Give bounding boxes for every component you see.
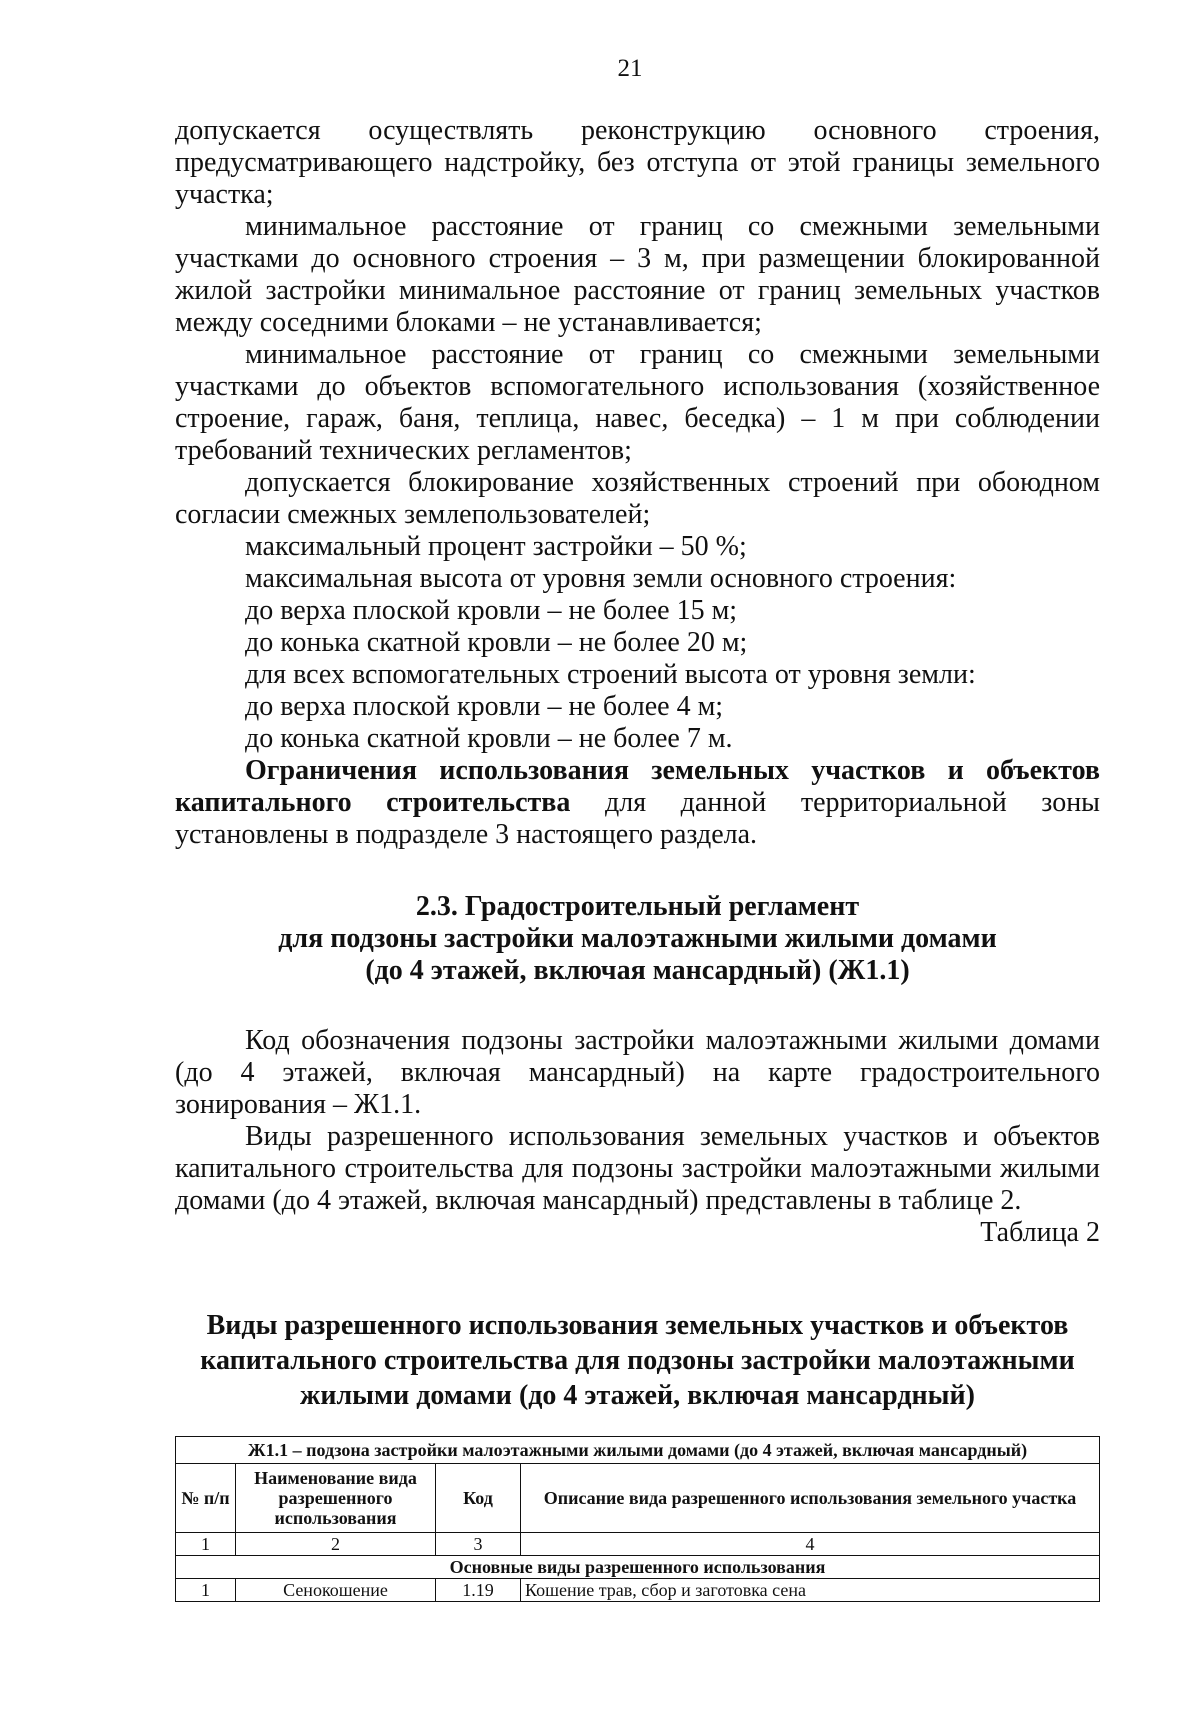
header-cell: Код — [436, 1464, 521, 1533]
paragraph: максимальный процент застройки – 50 %; — [245, 531, 747, 562]
number-cell: 1 — [176, 1533, 236, 1556]
paragraph: минимальное расстояние от границ со смежными земельными участками до основного строения – 3 м, при размещении блокированной жилой застройки минимальное расстояние от границ земельных участков между соседними блоками – не устанавливается; — [175, 211, 1100, 338]
row-name-cell: Сенокошение — [236, 1579, 436, 1602]
table-title-line: жилыми домами (до 4 этажей, включая мансардный) — [300, 1380, 975, 1411]
zones-table — [175, 1436, 1100, 1602]
table-number-row — [176, 1533, 1100, 1556]
row-code-cell: 1.19 — [436, 1579, 521, 1602]
paragraph: до верха плоской кровли – не более 4 м; — [245, 691, 724, 722]
table-title-line: Виды разрешенного использования земельных участков и объектов — [206, 1310, 1069, 1341]
table-header-row — [176, 1464, 1100, 1533]
table-section-row — [176, 1556, 1100, 1579]
table-title-line: капитального строительства для подзоны застройки малоэтажными — [200, 1345, 1075, 1376]
paragraph: до верха плоской кровли – не более 15 м; — [245, 595, 738, 626]
table-label: Таблица 2 — [980, 1217, 1100, 1248]
page-number: 21 — [617, 55, 643, 82]
header-cell: Наименование вида разрешенного использования — [236, 1464, 436, 1533]
paragraph: для всех вспомогательных строений высота от уровня земли: — [245, 659, 976, 690]
section-heading-line: для подзоны застройки малоэтажными жилыми домами — [278, 923, 997, 954]
restriction-bold: Ограничения использования земельных участков и объектов капитального строительства — [175, 755, 1100, 818]
paragraph: Виды разрешенного использования земельных участков и объектов капитального строительства для подзоны застройки малоэтажными жилыми домами (до 4 этажей, включая мансардный) представлены в таблице 2. — [175, 1121, 1100, 1216]
paragraph: минимальное расстояние от границ со смежными земельными участками до объектов вспомогательного использования (хозяйственное строение, гараж, баня, теплица, навес, беседка) – 1 м при соблюдении требований технических регламентов; — [175, 339, 1100, 466]
header-cell: Описание вида разрешенного использования земельного участка — [521, 1464, 1100, 1533]
paragraph: до конька скатной кровли – не более 20 м; — [245, 627, 748, 658]
row-number-cell: 1 — [176, 1579, 236, 1602]
number-cell: 2 — [236, 1533, 436, 1556]
table-title — [175, 1308, 1100, 1413]
number-cell: 4 — [521, 1533, 1100, 1556]
header-cell: № п/п — [176, 1464, 236, 1533]
table-row — [176, 1579, 1100, 1602]
restriction-paragraph — [175, 755, 1100, 851]
body-text — [175, 115, 1100, 1249]
section-heading-line: (до 4 этажей, включая мансардный) (Ж1.1) — [365, 955, 910, 986]
section-heading-line: 2.3. Градостроительный регламент — [415, 891, 860, 922]
paragraph: допускается блокирование хозяйственных строений при обоюдном согласии смежных землепользователей; — [175, 467, 1100, 530]
spacer — [175, 851, 1100, 891]
section-row-cell: Основные виды разрешенного использования — [176, 1556, 1100, 1579]
paragraph: максимальная высота от уровня земли основного строения: — [245, 563, 957, 594]
paragraph: допускается осуществлять реконструкцию основного строения, предусматривающего надстройку, без отступа от этой границы земельного участка; — [175, 115, 1100, 210]
paragraph: до конька скатной кровли – не более 7 м. — [245, 723, 733, 754]
number-cell: 3 — [436, 1533, 521, 1556]
spacer — [175, 987, 1100, 1025]
paragraph: Код обозначения подзоны застройки малоэтажными жилыми домами (до 4 этажей, включая мансардный) на карте градостроительного зонирования – Ж1.1. — [175, 1025, 1100, 1120]
row-description-cell: Кошение трав, сбор и заготовка сена — [521, 1579, 1100, 1602]
table-caption-row — [176, 1437, 1100, 1464]
table-caption: Ж1.1 – подзона застройки малоэтажными жилыми домами (до 4 этажей, включая мансардный) — [176, 1437, 1100, 1464]
restriction-rest: для данной территориальной зоны установлены в подразделе 3 настоящего раздела. — [175, 787, 1100, 850]
